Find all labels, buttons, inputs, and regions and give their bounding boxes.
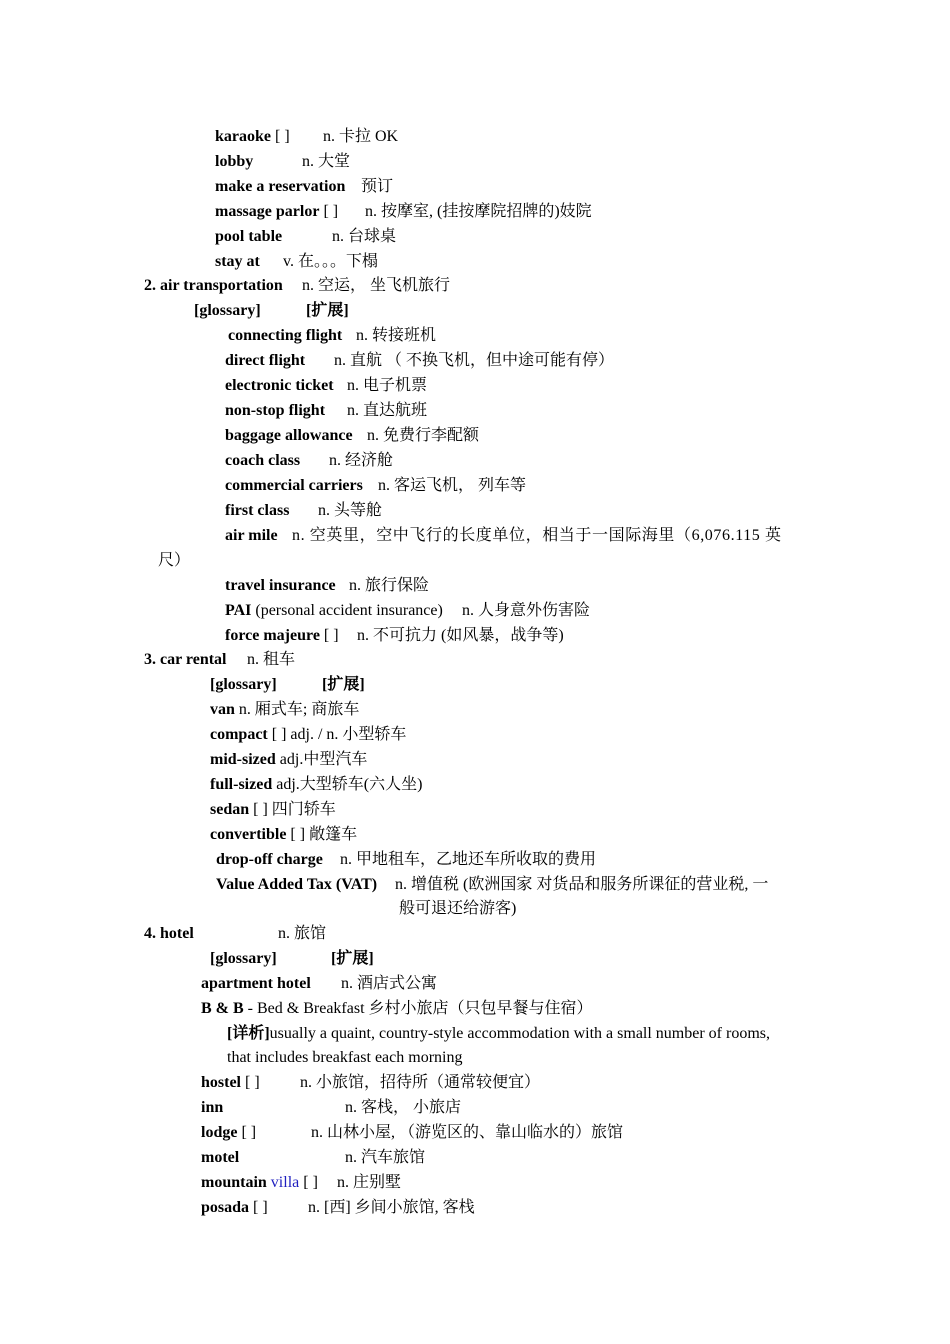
entry-drop-off-charge: drop-off charge [216,851,323,868]
def-karaoke: n. 卡拉 OK [323,128,399,145]
def-vat: n. 增值税 (欧洲国家 对货品和服务所课征的营业税, 一 [395,876,769,893]
entry-mountain-villa: mountain villa [ ] [201,1174,318,1191]
entry-first-class: first class [225,502,290,519]
extend-label: [扩展] [331,950,374,967]
entry-lodge: lodge [ ] [201,1124,257,1141]
entry-lobby: lobby [215,153,254,170]
entry-motel: motel [201,1149,240,1166]
section-def-air-transportation: n. 空运， 坐飞机旅行 [302,277,451,294]
def-connecting-flight: n. 转接班机 [356,327,437,344]
section-heading-car-rental: 3. car rental [144,651,227,668]
def-lobby: n. 大堂 [302,153,351,170]
entry-convertible: convertible [ ] 敞篷车 [210,826,358,843]
entry-karaoke: karaoke [ ] [215,128,290,145]
def-electronic-ticket: n. 电子机票 [347,377,428,394]
entry-connecting-flight: connecting flight [228,327,343,344]
detail-analysis-cont: that includes breakfast each morning [227,1049,463,1066]
entry-electronic-ticket: electronic ticket [225,377,334,394]
entry-pool-table: pool table [215,228,283,245]
section-heading-hotel: 4. hotel [144,925,194,942]
entry-apartment-hotel: apartment hotel [201,975,311,992]
extend-label: [扩展] [322,676,365,693]
entry-coach-class: coach class [225,452,301,469]
entry-compact: compact [ ] adj. / n. 小型轿车 [210,726,407,743]
def-coach-class: n. 经济舱 [329,452,394,469]
entry-direct-flight: direct flight [225,352,306,369]
def-hostel: n. 小旅馆，招待所（通常较便宜） [300,1074,541,1091]
def-lodge: n. 山林小屋, （游览区的、靠山临水的）旅馆 [311,1124,624,1141]
def-air-mile: n. 空英里，空中飞行的长度单位，相当于一国际海里（6,076.115 英 [292,527,782,544]
def-pai: n. 人身意外伤害险 [462,602,591,619]
def-make-a-reservation: 预订 [361,178,394,195]
entry-sedan: sedan [ ] 四门轿车 [210,801,336,818]
entry-full-sized: full-sized adj.大型轿车(六人坐) [210,776,423,793]
def-motel: n. 汽车旅馆 [345,1149,426,1166]
glossary-label: [glossary] [210,676,277,693]
def-commercial-carriers: n. 客运飞机， 列车等 [378,477,527,494]
def-direct-flight: n. 直航 （ 不换飞机，但中途可能有停） [334,352,615,369]
def-apartment-hotel: n. 酒店式公寓 [341,975,438,992]
def-air-mile-cont: 尺） [158,552,191,569]
entry-force-majeure: force majeure [ ] [225,627,339,644]
def-pool-table: n. 台球桌 [332,228,397,245]
glossary-label: [glossary] [194,302,261,319]
entry-bnb: B & B - Bed & Breakfast 乡村小旅店（只包早餐与住宿） [201,1000,593,1017]
entry-vat: Value Added Tax (VAT) [216,876,378,893]
def-first-class: n. 头等舱 [318,502,383,519]
section-def-hotel: n. 旅馆 [278,925,327,942]
entry-posada: posada [ ] [201,1199,268,1216]
entry-pai: PAI (personal accident insurance) [225,602,443,619]
entry-stay-at: stay at [215,253,260,270]
entry-baggage-allowance: baggage allowance [225,427,353,444]
def-posada: n. [西] 乡间小旅馆, 客栈 [308,1199,475,1216]
section-def-car-rental: n. 租车 [247,651,296,668]
def-mountain-villa: n. 庄别墅 [337,1174,402,1191]
glossary-label: [glossary] [210,950,277,967]
def-drop-off-charge: n. 甲地租车，乙地还车所收取的费用 [340,851,597,868]
def-travel-insurance: n. 旅行保险 [349,577,430,594]
extend-label: [扩展] [306,302,349,319]
detail-analysis: [详析]usually a quaint, country-style accommodation with a small number of rooms, [227,1025,771,1042]
entry-mid-sized: mid-sized adj.中型汽车 [210,751,368,768]
entry-air-mile: air mile [225,527,278,544]
entry-make-a-reservation: make a reservation [215,178,346,195]
def-non-stop-flight: n. 直达航班 [347,402,428,419]
def-vat-cont: 般可退还给游客) [399,900,517,917]
entry-commercial-carriers: commercial carriers [225,477,363,494]
entry-non-stop-flight: non-stop flight [225,402,326,419]
entry-hostel: hostel [ ] [201,1074,260,1091]
entry-travel-insurance: travel insurance [225,577,336,594]
def-massage-parlor: n. 按摩室, (挂按摩院招牌的)妓院 [365,203,592,220]
def-baggage-allowance: n. 免费行李配额 [367,427,480,444]
entry-massage-parlor: massage parlor [ ] [215,203,339,220]
entry-van: van n. 厢式车; 商旅车 [210,701,360,718]
def-inn: n. 客栈， 小旅店 [345,1099,462,1116]
def-stay-at: v. 在。。。下榻 [283,253,378,270]
section-heading-air-transportation: 2. air transportation [144,277,283,294]
def-force-majeure: n. 不可抗力 (如风暴，战争等) [357,627,564,644]
entry-inn: inn [201,1099,224,1116]
